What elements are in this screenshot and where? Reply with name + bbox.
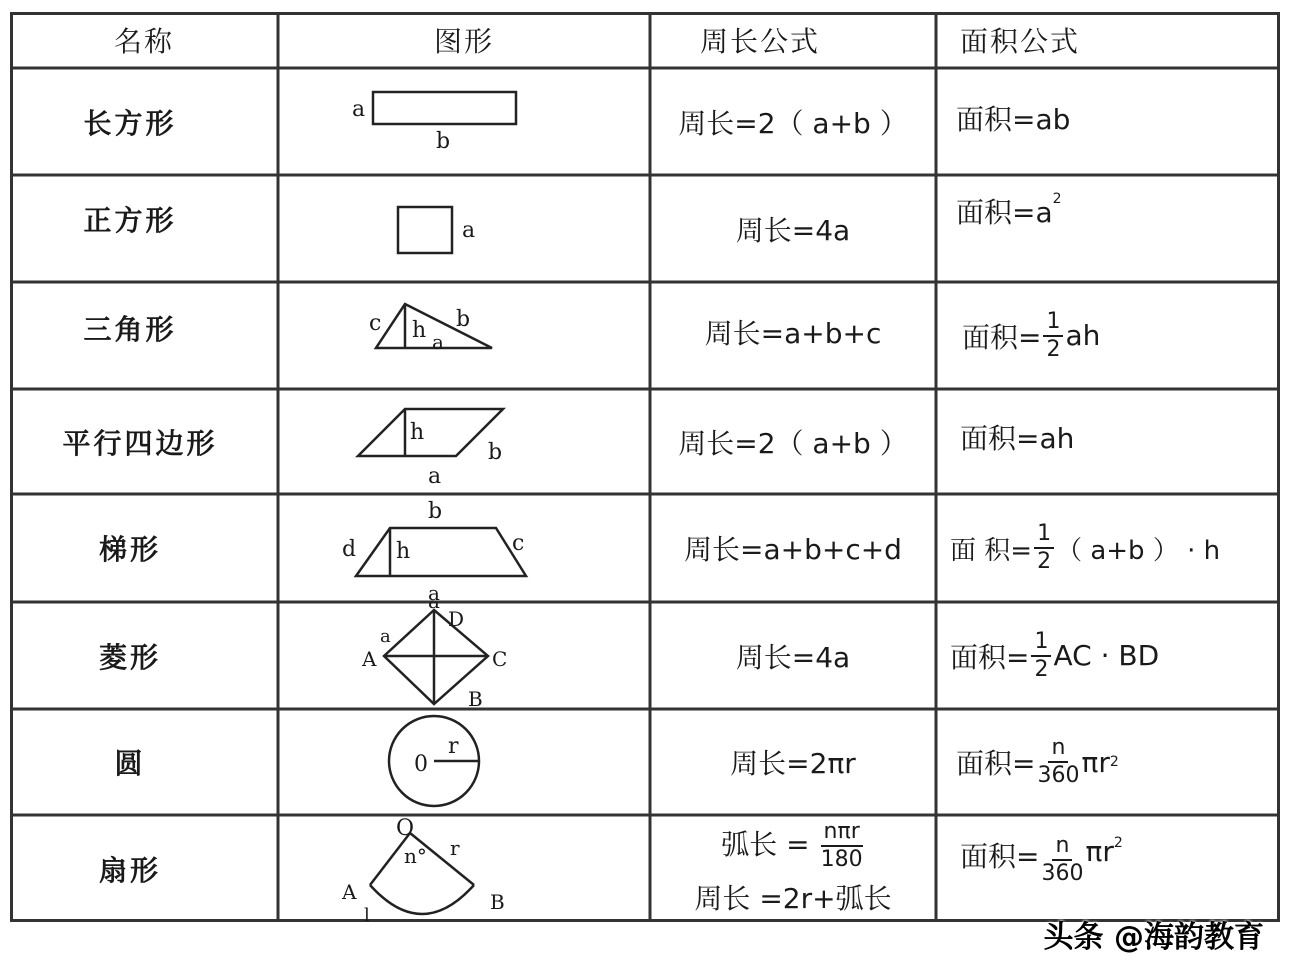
- area-circle-exponent: 2: [1109, 754, 1119, 770]
- rhombus-label-a: a: [380, 626, 391, 647]
- area-triangle-fraction: $\frac{1}{2}$: [1043, 311, 1063, 361]
- triangle-label-a: a: [432, 330, 444, 354]
- perimeter-rectangle: 周长=2（ a+b ）: [678, 106, 908, 140]
- triangle-figure: [278, 282, 650, 389]
- shape-name-parallelogram: 平行四边形: [62, 426, 218, 460]
- shape-name-circle: 圆: [114, 747, 146, 780]
- sector-label-B: B: [490, 890, 505, 914]
- area-triangle-suffix: ah: [1065, 319, 1101, 352]
- area-sector-suffix: πr: [1085, 835, 1114, 868]
- area-rectangle-text: 面积=ab: [956, 103, 1071, 136]
- area-parallelogram: [936, 389, 1280, 494]
- trapezoid-label-bottom: a: [428, 581, 440, 602]
- area-circle-prefix: 面积=: [956, 747, 1036, 780]
- perimeter-triangle: 周长=a+b+c: [704, 317, 882, 350]
- area-rhombus-fraction: $\frac{1}{2}$: [1031, 631, 1051, 681]
- trapezoid-label-d: d: [342, 537, 357, 562]
- shape-name-rectangle: 长方形: [83, 106, 177, 140]
- area-triangle: [936, 282, 1280, 389]
- triangle-label-c: c: [369, 311, 382, 336]
- shape-name-triangle: 三角形: [83, 313, 177, 346]
- sector-label-n: n°: [404, 844, 427, 868]
- area-sector-exponent: 2: [1113, 835, 1123, 851]
- sector-label-r: r: [450, 836, 460, 860]
- shape-name-trapezoid: 梯形: [98, 533, 161, 566]
- area-square: [936, 175, 1280, 282]
- perimeter-trapezoid: 周长=a+b+c+d: [684, 533, 902, 566]
- area-circle-fraction: $\frac{n}{360}$: [1037, 735, 1080, 788]
- rhombus-figure: [278, 602, 650, 709]
- header-figure: 图形: [433, 25, 494, 58]
- rhombus-label-C: C: [492, 647, 508, 671]
- area-sector: [936, 815, 1280, 922]
- parallelogram-label-h: h: [410, 420, 425, 445]
- area-rhombus-prefix: 面积=: [950, 640, 1030, 674]
- area-rectangle: [936, 68, 1280, 175]
- triangle-label-h: h: [412, 318, 427, 343]
- shape-name-sector: 扇形: [98, 853, 161, 887]
- area-trapezoid: [936, 494, 1280, 602]
- square-figure: [278, 175, 650, 282]
- sector-label-A: A: [342, 880, 357, 904]
- perimeter-circle: 周长=2πr: [730, 747, 856, 780]
- perimeter-parallelogram: 周长=2（ a+b ）: [678, 426, 908, 460]
- area-rhombus: [936, 602, 1280, 709]
- shape-name-rhombus: 菱形: [98, 640, 161, 674]
- area-trapezoid-suffix: （ a+b ） · h: [1056, 535, 1221, 566]
- perimeter-square: 周长=4a: [735, 213, 851, 247]
- arc-length-prefix: 弧长 =: [721, 827, 810, 861]
- parallelogram-label-a: a: [428, 464, 442, 489]
- sector-figure: [278, 815, 650, 922]
- square-label-a: a: [462, 218, 476, 243]
- area-triangle-prefix: 面积=: [962, 320, 1042, 354]
- triangle-label-b: b: [456, 307, 471, 332]
- area-circle-suffix: πr: [1081, 745, 1110, 779]
- arc-length-formula: [721, 818, 865, 872]
- area-sector-prefix: 面积=: [960, 840, 1040, 873]
- area-parallelogram-text: 面积=ah: [960, 422, 1075, 455]
- trapezoid-label-h: h: [396, 539, 411, 564]
- rhombus-label-A: A: [362, 647, 377, 671]
- trapezoid-figure: [278, 494, 650, 602]
- header-area: 面积公式: [960, 25, 1081, 58]
- area-square-text: 面积=a: [956, 196, 1053, 229]
- header-perimeter: 周长公式: [700, 25, 821, 58]
- shape-name-square: 正方形: [83, 204, 177, 237]
- area-rhombus-suffix: AC · BD: [1053, 639, 1160, 672]
- rectangle-label-a: a: [352, 97, 366, 122]
- rhombus-label-a-top: [428, 602, 440, 613]
- trapezoid-label-top: b: [428, 499, 443, 524]
- rectangle-label-b: b: [436, 129, 451, 154]
- formula-table: [10, 12, 1280, 922]
- sector-label-o: O: [396, 816, 415, 841]
- rhombus-label-D: D: [448, 607, 465, 631]
- sector-formulas: [694, 818, 892, 917]
- circle-label-r: r: [448, 734, 459, 759]
- parallelogram-figure: [278, 389, 650, 494]
- rectangle-figure: [278, 68, 650, 175]
- watermark: 头条 @海韵教育: [1043, 920, 1264, 955]
- parallelogram-label-b: b: [488, 440, 503, 465]
- perimeter-rhombus: 周长=4a: [735, 640, 851, 674]
- sector-label-l: l: [364, 905, 370, 922]
- header-name: 名称: [113, 25, 174, 58]
- area-trapezoid-fraction: $\frac{1}{2}$: [1034, 523, 1054, 573]
- area-trapezoid-prefix: 面 积=: [950, 535, 1033, 566]
- perimeter-sector: [650, 815, 936, 922]
- rhombus-label-B: B: [468, 687, 483, 709]
- circle-label-o: 0: [414, 752, 428, 777]
- area-square-exponent: 2: [1052, 191, 1062, 207]
- arc-length-fraction: $\frac{\text{nπr}}{180}$: [820, 818, 863, 872]
- area-sector-fraction: $\frac{n}{360}$: [1041, 833, 1084, 886]
- trapezoid-label-c: c: [512, 531, 525, 556]
- area-circle: [936, 709, 1280, 815]
- perimeter-sector-text: 周长 =2r+弧长: [694, 881, 892, 915]
- circle-figure: [278, 709, 650, 815]
